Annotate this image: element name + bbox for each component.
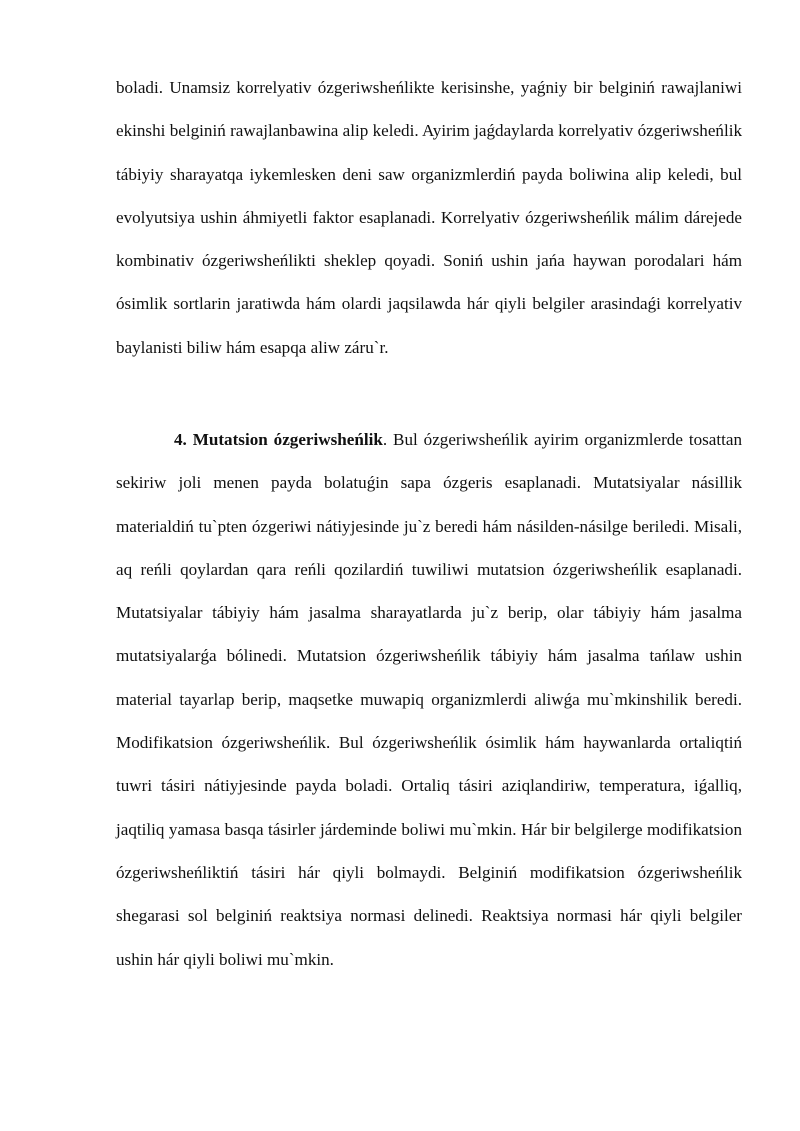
paragraph-1-text: boladi. Unamsiz korrelyativ ózgeriwsheńlikte kerisinshe, yaǵniy bir belginiń rawajlaniwi ekinshi belginiń rawajlanbawina alip keledi. Ayirim jaǵdaylarda korrelyativ ózgeriwsheńlik tábiyiy sharayatqa iykemlesken deni saw organizmlerdiń payda boliwina alip keledi, bul evolyutsiya ushin áhmiyetli faktor esaplanadi. Korrelyativ ózgeriwsheńlik málim dárejede kombinativ ózgeriwsheńlikti sheklep qoyadi. Soniń ushin jańa haywan porodalari hám ósimlik sortlarin jaratiwda hám olardi jaqsilawda hár qiyli belgiler arasindaǵi korrelyativ baylanisti biliw hám esapqa aliw záru`r. xyxy=(116,78,742,357)
paragraph-2 xyxy=(116,418,742,981)
section-heading: 4. Mutatsion ózgeriwsheńlik xyxy=(174,430,383,449)
paragraph-2-text: . Bul ózgeriwsheńlik ayirim organizmlerde tosattan sekiriw joli menen payda bolatuǵin sapa ózgeris esaplanadi. Mutatsiyalar násillik materialdiń tu`pten ózgeriwi nátiyjesinde ju`z beredi hám násilden-násilge beriledi. Misali, aq reńli qoylardan qara reńli qozilardiń tuwiliwi mutatsion ózgeriwsheńlik esaplanadi. Mutatsiyalar tábiyiy hám jasalma sharayatlarda ju`z berip, olar tábiyiy hám jasalma mutatsiyalarǵa bólinedi. Mutatsion ózgeriwsheńlik tábiyiy hám jasalma tańlaw ushin material tayarlap berip, maqsetke muwapiq organizmlerdi aliwǵa mu`mkinshilik beredi. Modifikatsion ózgeriwsheńlik. Bul ózgeriwsheńlik ósimlik hám haywanlarda ortaliqtiń tuwri tásiri nátiyjesinde payda boladi. Ortaliq tásiri aziqlandiriw, temperatura, iǵalliq, jaqtiliq yamasa basqa tásirler járdeminde boliwi mu`mkin. Hár bir belgilerge modifikatsion ózgeriwsheńliktiń tásiri hár qiyli bolmaydi. Belginiń modifikatsion ózgeriwsheńlik shegarasi sol belginiń reaktsiya normasi delinedi. Reaktsiya normasi hár qiyli belgiler ushin hár qiyli boliwi mu`mkin. xyxy=(116,430,742,969)
paragraph-mutation xyxy=(116,418,742,981)
paragraph-correlative xyxy=(116,66,742,369)
